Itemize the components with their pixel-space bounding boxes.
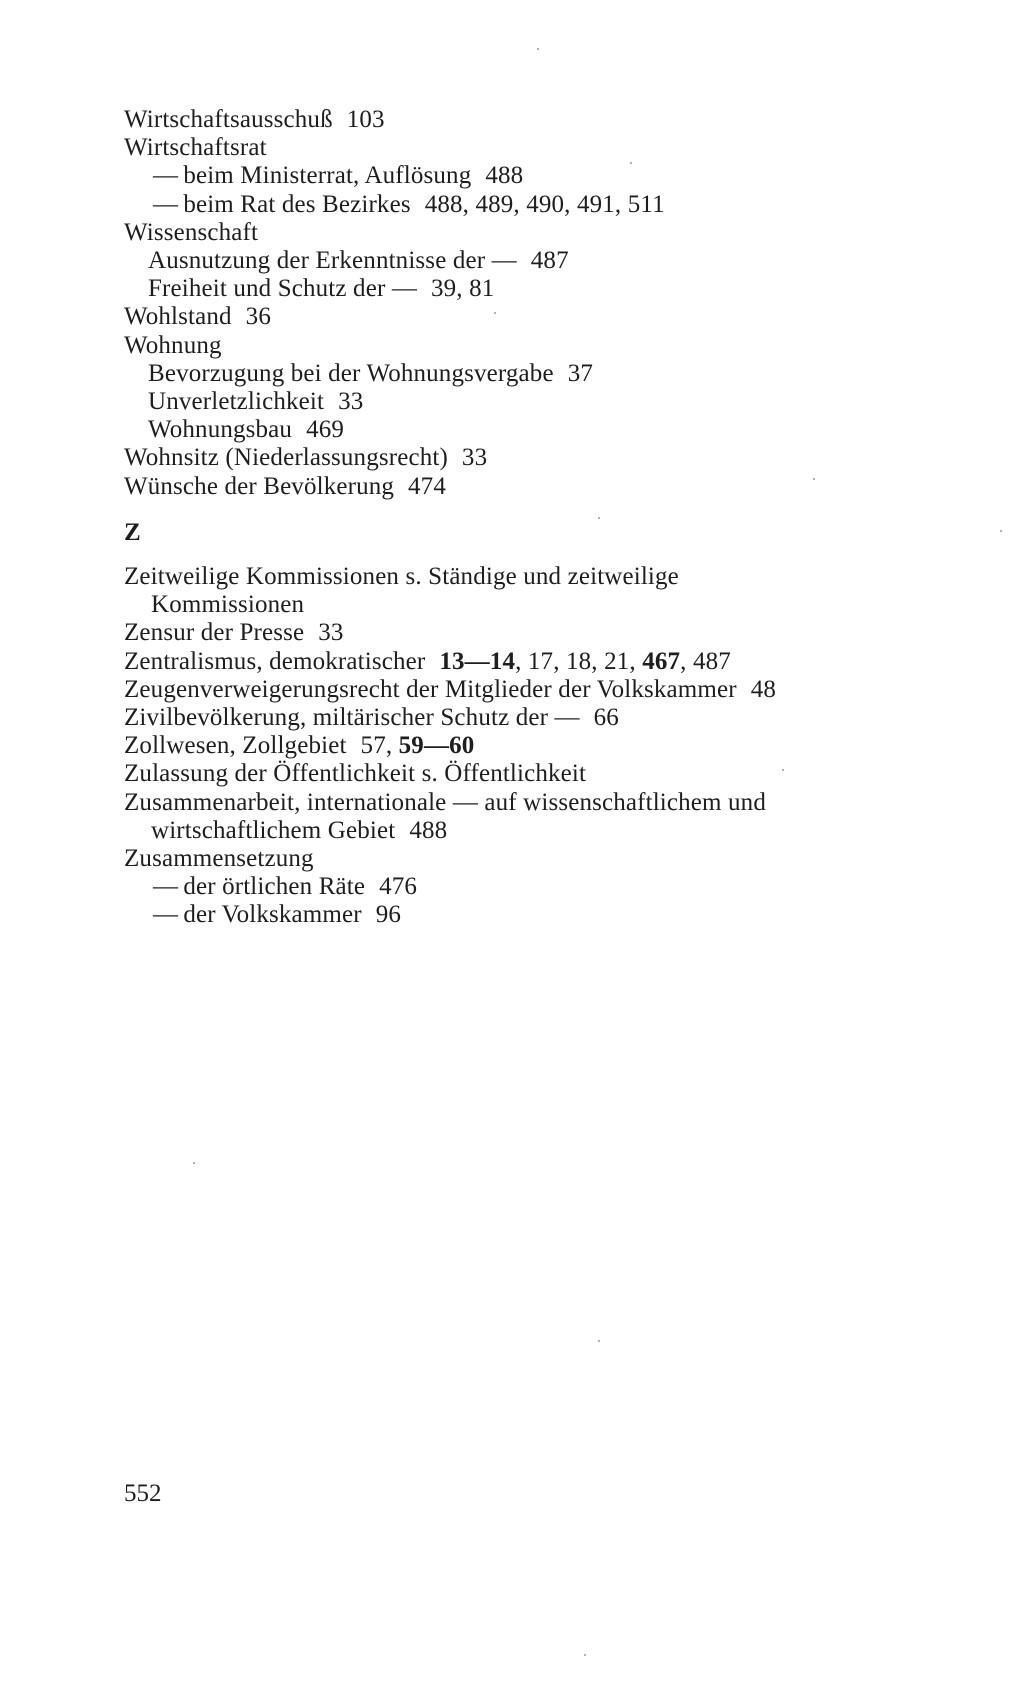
page-references: 33 — [461, 444, 488, 472]
index-entry: Wohlstand 36 — [124, 303, 271, 331]
index-entry: Wirtschaftsrat — [124, 134, 267, 162]
index-entry: Zulassung der Öffentlichkeit s. Öffentlichkeit — [124, 760, 587, 788]
index-entry: Wohnsitz (Niederlassungsrecht) 33 — [124, 444, 488, 472]
index-entry: Zentralismus, demokratischer 13—14, 17, 18, 21, 467, 487 — [124, 647, 731, 675]
index-subentry: Unverletzlichkeit 33 — [148, 388, 364, 416]
index-entry: Zusammensetzung — [124, 845, 314, 873]
page-references: 488 — [409, 816, 448, 844]
page-references: 469 — [306, 416, 345, 444]
index-entry: Zeugenverweigerungsrecht der Mitglieder der Volkskammer 48 — [124, 675, 776, 703]
page-references: 476 — [379, 873, 418, 901]
index-subentry: — beim Rat des Bezirkes 488, 489, 490, 491, 511 — [124, 191, 914, 219]
page-references: 66 — [593, 704, 619, 732]
section-letter-heading: Z — [124, 519, 141, 546]
page-references: 48 — [750, 675, 776, 703]
index-subentry: — beim Ministerrat, Auflösung 488 — [124, 162, 914, 190]
index-subentry: Ausnutzung der Erkenntnisse der — 487 — [148, 247, 569, 275]
page-references: 37 — [567, 359, 594, 387]
page-references: 33 — [318, 619, 344, 647]
paper-speck — [584, 1654, 586, 1656]
index-entry: Zivilbevölkerung, miltärischer Schutz der — 66 — [124, 704, 619, 732]
index-subentry: — der örtlichen Räte 476 — [124, 873, 914, 901]
paper-speck — [494, 312, 496, 314]
page-references: 57, 59—60 — [360, 732, 475, 760]
index-entry: Wohnung — [124, 331, 222, 359]
page-references: 96 — [375, 901, 402, 929]
page-references: 488 — [485, 162, 524, 190]
index-entry-continuation: Kommissionen — [151, 591, 305, 619]
page-number: 552 — [124, 1480, 162, 1507]
index-entry: Zollwesen, Zollgebiet 57, 59—60 — [124, 732, 475, 760]
paper-speck — [1000, 530, 1002, 532]
index-entry: Zeitweilige Kommissionen s. Ständige und zeitweilige — [124, 563, 679, 590]
page-references: 13—14, 17, 18, 21, 467, 487 — [439, 647, 731, 675]
paper-speck — [193, 1162, 195, 1164]
index-entry-continuation: wirtschaftlichem Gebiet 488 — [151, 816, 448, 844]
paper-speck — [630, 162, 632, 164]
index-subentry: Wohnungsbau 469 — [148, 416, 345, 444]
index-entry: Zusammenarbeit, internationale — auf wissenschaftlichem und — [124, 788, 766, 816]
index-entry: Zensur der Presse 33 — [124, 619, 344, 647]
index-entry: Wissenschaft — [124, 218, 259, 246]
page-references: 33 — [338, 388, 364, 416]
index-subentry: Freiheit und Schutz der — 39, 81 — [148, 275, 495, 303]
index-subentry: — der Volkskammer 96 — [124, 901, 914, 929]
index-subentry: Bevorzugung bei der Wohnungsvergabe 37 — [148, 359, 594, 387]
page-references: 103 — [346, 106, 385, 133]
page-references: 487 — [530, 247, 569, 275]
paper-speck — [537, 48, 539, 50]
paper-speck — [598, 1340, 600, 1342]
page-references: 474 — [408, 472, 446, 500]
index-entry: Wünsche der Bevölkerung 474 — [124, 472, 446, 500]
paper-speck — [813, 478, 815, 480]
paper-speck — [598, 517, 600, 519]
page-references: 36 — [245, 303, 271, 331]
index-section-w — [124, 106, 914, 501]
index-entry: Wirtschaftsausschuß 103 — [124, 106, 385, 133]
page-references: 39, 81 — [430, 275, 495, 303]
paper-speck — [782, 769, 784, 771]
page-references: 488, 489, 490, 491, 511 — [424, 190, 665, 218]
index-section-z — [124, 563, 914, 930]
